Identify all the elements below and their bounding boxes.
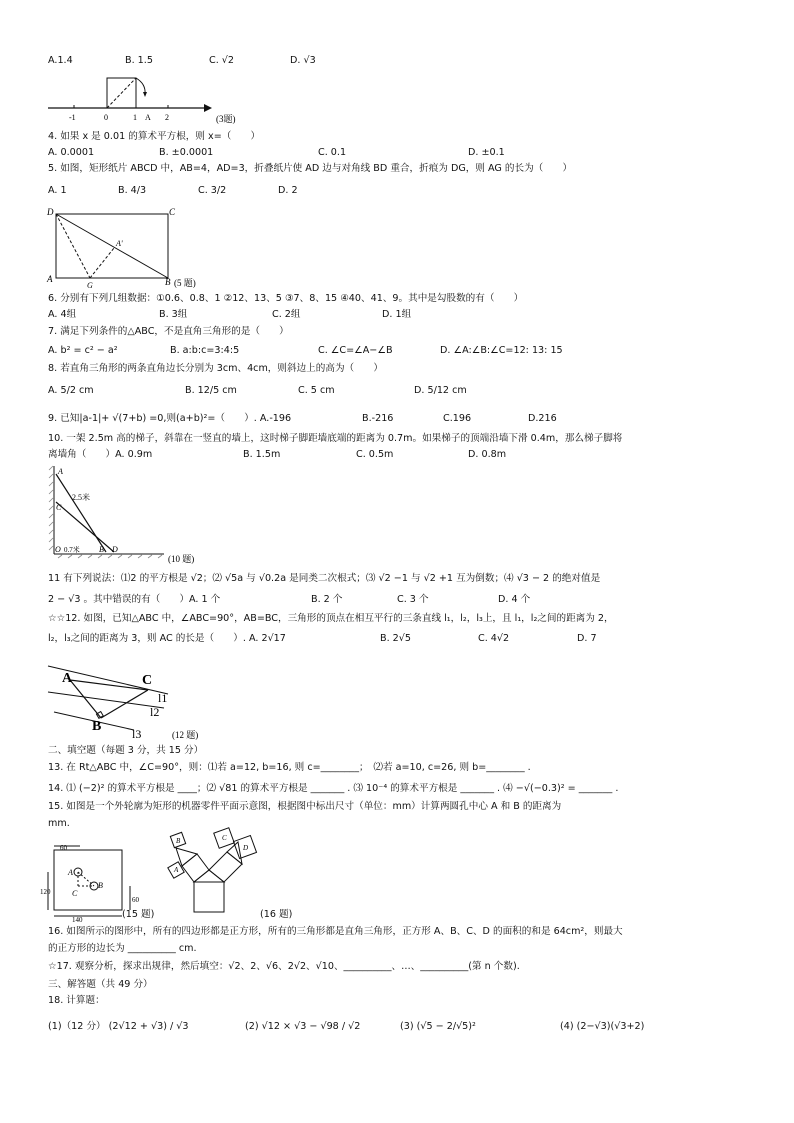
q10-ladder-figure — [44, 462, 264, 572]
q16-caption: (16 题) — [260, 909, 293, 920]
svg-text:A': A' — [116, 239, 123, 248]
q5-option-a: A. 1 — [48, 185, 67, 196]
svg-text:A: A — [58, 467, 63, 476]
svg-text:C: C — [222, 834, 227, 842]
section-3-heading: 三、解答题（共 49 分） — [48, 979, 153, 990]
q18-stem: 18. 计算题： — [48, 995, 105, 1006]
q7-option-d: D. ∠A:∠B:∠C=12: 13: 15 — [440, 345, 563, 356]
svg-text:B: B — [98, 881, 103, 890]
q11-option-d: D. 4 个 — [498, 594, 531, 605]
q3-caption: (3题) — [216, 114, 236, 124]
svg-text:O: O — [55, 545, 61, 554]
svg-text:C: C — [72, 889, 78, 898]
q5-stem: 5. 如图，矩形纸片 ABCD 中，AB=4，AD=3，折叠纸片使 AD 边与对角线 BD 重合，折痕为 DG，则 AG 的长为（ ） — [48, 163, 573, 174]
q6-option-d: D. 1组 — [382, 309, 412, 320]
q4-option-c: C. 0.1 — [318, 147, 347, 158]
q11-line1: 11 有下列说法：⑴2 的平方根是 √2；⑵ √5a 与 √0.2a 是同类二次根式；⑶ √2 −1 与 √2 +1 互为倒数；⑷ √3 − 2 的绝对值是 — [48, 573, 601, 584]
svg-text:60: 60 — [132, 896, 139, 904]
q5-option-b: B. 4/3 — [118, 185, 147, 196]
q5-caption: (5 题) — [174, 278, 196, 288]
svg-text:A: A — [62, 671, 73, 686]
q3-number-line-figure — [44, 70, 274, 126]
q13-text: 13. 在 Rt△ABC 中，∠C=90°，则：⑴若 a=12, b=16, 则 c=________； ⑵若 a=10, c=26, 则 b=________ . — [48, 762, 531, 773]
q9-option-b: B.-216 — [362, 413, 394, 424]
q9-option-c: C.196 — [443, 413, 472, 424]
q6-option-a: A. 4组 — [48, 309, 77, 320]
svg-text:G: G — [87, 281, 93, 290]
svg-text:l2: l2 — [150, 705, 160, 719]
q18-item-3: (3) (√5 − 2/√5)² — [400, 1021, 476, 1032]
q4-option-a: A. 0.0001 — [48, 147, 95, 158]
q10-caption: (10 题) — [168, 554, 195, 564]
q7-stem: 7. 满足下列条件的△ABC，不是直角三角形的是（ ） — [48, 326, 289, 337]
q12-parallel-lines-figure — [44, 646, 264, 742]
q3-tick-0: 0 — [104, 113, 108, 122]
svg-text:D: D — [47, 207, 54, 217]
svg-text:60: 60 — [60, 844, 67, 852]
q3-tick-neg1: -1 — [69, 113, 76, 122]
q3-option-d: D. √3 — [290, 55, 316, 66]
svg-text:C: C — [169, 207, 176, 217]
q12-line1: ☆☆12. 如图，已知△ABC 中，∠ABC=90°，AB=BC，三角形的顶点在相互平行的三条直线 l₁，l₂，l₃上，且 l₁，l₂之间的距离为 2， — [48, 613, 614, 624]
q12-caption: (12 题) — [172, 730, 199, 740]
svg-text:B: B — [165, 277, 171, 287]
q4-option-d: D. ±0.1 — [468, 147, 505, 158]
svg-text:140: 140 — [72, 916, 83, 922]
q3-tick-1: 1 — [133, 113, 137, 122]
q18-item-2: (2) √12 × √3 − √98 / √2 — [245, 1021, 361, 1032]
q3-option-a: A.1.4 — [48, 55, 73, 66]
svg-text:A: A — [68, 868, 73, 877]
svg-text:A: A — [174, 866, 179, 874]
svg-text:B: B — [176, 837, 181, 845]
q6-option-c: C. 2组 — [272, 309, 301, 320]
q8-option-c: C. 5 cm — [298, 385, 335, 396]
svg-text:2.5米: 2.5米 — [72, 493, 90, 502]
q8-option-a: A. 5/2 cm — [48, 385, 94, 396]
q3-option-c: C. √2 — [209, 55, 235, 66]
q9-option-d: D.216 — [528, 413, 557, 424]
svg-text:A: A — [47, 274, 53, 284]
q11-option-c: C. 3 个 — [397, 594, 429, 605]
q6-option-b: B. 3组 — [159, 309, 188, 320]
q7-option-c: C. ∠C=∠A−∠B — [318, 345, 393, 356]
svg-text:120: 120 — [40, 888, 51, 896]
q5-rectangle-figure — [44, 204, 244, 290]
section-2-heading: 二、填空题（每题 3 分，共 15 分） — [48, 745, 204, 756]
q15-caption: (15 题) — [122, 909, 155, 920]
q8-option-d: D. 5/12 cm — [414, 385, 467, 396]
q12-option-b: B. 2√5 — [380, 633, 412, 644]
q8-stem: 8. 若直角三角形的两条直角边长分别为 3cm、4cm，则斜边上的高为（ ） — [48, 363, 383, 374]
svg-text:l1: l1 — [158, 691, 168, 705]
q7-option-b: B. a:b:c=3:4:5 — [170, 345, 240, 356]
q16-line1: 16. 如图所示的图形中，所有的四边形都是正方形，所有的三角形都是直角三角形，正方形 A、B、C、D 的面积的和是 64cm²，则最大 — [48, 926, 623, 937]
q3-tick-2: 2 — [165, 113, 169, 122]
q6-stem: 6. 分别有下列几组数据：①0.6、0.8、1 ②12、13、5 ③7、8、15 ④40、41、9。其中是勾股数的有（ ） — [48, 293, 524, 304]
svg-text:D: D — [112, 545, 118, 554]
q4-option-b: B. ±0.0001 — [159, 147, 214, 158]
q16-squares-figure — [156, 826, 276, 922]
q16-line2: 的正方形的边长为 __________ cm. — [48, 943, 197, 954]
q15-line1: 15. 如图是一个外轮廓为矩形的机器零件平面示意图，根据图中标出尺寸（单位：mm）计算两圆孔中心 A 和 B 的距离为 — [48, 801, 562, 812]
q5-option-d: D. 2 — [278, 185, 298, 196]
q11-line2: 2 − √3 。其中错误的有（ ）A. 1 个 — [48, 594, 221, 605]
q10-line2: 离墙角（ ）A. 0.9m — [48, 449, 153, 460]
q12-option-c: C. 4√2 — [478, 633, 510, 644]
q8-option-b: B. 12/5 cm — [185, 385, 237, 396]
q10-option-c: C. 0.5m — [356, 449, 394, 460]
svg-text:0.7米: 0.7米 — [64, 546, 80, 554]
q10-line1: 10. 一架 2.5m 高的梯子，斜靠在一竖直的墙上，这时梯子脚距墙底端的距离为 0.7m。如果梯子的顶端沿墙下滑 0.4m，那么梯子脚将 — [48, 433, 623, 444]
svg-text:C: C — [56, 503, 62, 512]
q5-option-c: C. 3/2 — [198, 185, 227, 196]
q3-option-b: B. 1.5 — [125, 55, 153, 66]
q10-option-d: D. 0.8m — [468, 449, 507, 460]
q14-text: 14. ⑴ (−2)² 的算术平方根是 ____；⑵ √81 的算术平方根是 _______ . ⑶ 10⁻⁴ 的算术平方根是 _______ . ⑷ −√(−0.3)² = _______ . — [48, 783, 619, 794]
q18-item-4: (4) (2−√3)(√3+2) — [560, 1021, 645, 1032]
q18-item-1: (1)（12 分） (2√12 + √3) / √3 — [48, 1021, 189, 1032]
svg-text:C: C — [142, 673, 153, 688]
q12-option-d: D. 7 — [577, 633, 597, 644]
q11-option-b: B. 2 个 — [311, 594, 343, 605]
q10-option-b: B. 1.5m — [243, 449, 281, 460]
q9-stem: 9. 已知|a-1|+ √(7+b) =0,则(a+b)²=（ ）. A.-196 — [48, 413, 292, 424]
svg-text:l3: l3 — [132, 727, 142, 741]
q7-option-a: A. b² = c² − a² — [48, 345, 118, 356]
svg-text:B: B — [92, 719, 102, 734]
q15-line2: mm. — [48, 818, 70, 829]
q3-tick-a: A — [145, 113, 151, 122]
q12-line2: l₂，l₃之间的距离为 3，则 AC 的长是（ ）. A. 2√17 — [48, 633, 286, 644]
q4-stem: 4. 如果 x 是 0.01 的算术平方根，则 x=（ ） — [48, 131, 261, 142]
svg-text:B: B — [99, 545, 104, 554]
svg-text:D: D — [243, 844, 249, 852]
q17-text: ☆17. 观察分析，探求出规律，然后填空：√2、2、√6、2√2、√10、__________、…、__________(第 n 个数). — [48, 961, 520, 972]
